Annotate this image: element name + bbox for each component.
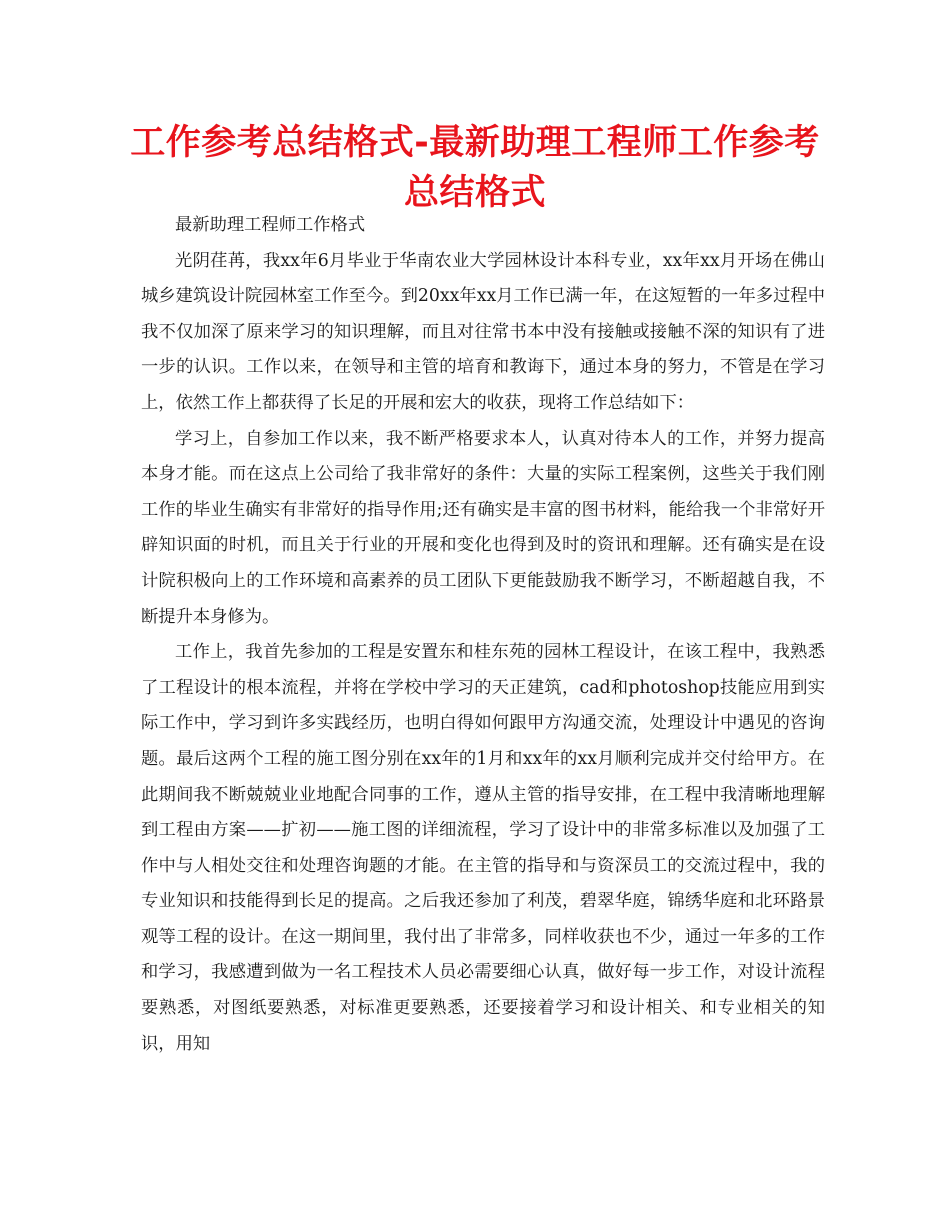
document-body	[141, 208, 825, 1062]
paragraph-intro: 光阴荏苒，我xx年6月毕业于华南农业大学园林设计本科专业，xx年xx月开场在佛山城乡建筑设计院园林室工作至今。到20xx年xx月工作已满一年，在这短暂的一年多过程中我不仅加深了原来学习的知识理解，而且对往常书本中没有接触或接触不深的知识有了进一步的认识。工作以来，在领导和主管的培育和教诲下，通过本身的努力，不管是在学习上，依然工作上都获得了长足的开展和宏大的收获，现将工作总结如下：	[141, 250, 825, 413]
paragraph-subtitle: 最新助理工程师工作格式	[175, 215, 366, 235]
paragraph-study: 学习上，自参加工作以来，我不断严格要求本人，认真对待本人的工作，并努力提高本身才能。而在这点上公司给了我非常好的条件：大量的实际工程案例，这些关于我们刚工作的毕业生确实有非常好的指导作用;还有确实是丰富的图书材料，能给我一个非常好开辟知识面的时机，而且关于行业的开展和变化也得到及时的资讯和理解。还有确实是在设计院积极向上的工作环境和高素养的员工团队下更能鼓励我不断学习，不断超越自我，不断提升本身修为。	[141, 428, 825, 627]
paragraph-work: 工作上，我首先参加的工程是安置东和桂东苑的园林工程设计，在该工程中，我熟悉了工程设计的根本流程，并将在学校中学习的天正建筑，cad和photoshop技能应用到实际工作中，学习到许多实践经历，也明白得如何跟甲方沟通交流，处理设计中遇见的咨询题。最后这两个工程的施工图分别在xx年的1月和xx年的xx月顺利完成并交付给甲方。在此期间我不断兢兢业业地配合同事的工作，遵从主管的指导安排，在工程中我清晰地理解到工程由方案——扩初——施工图的详细流程，学习了设计中的非常多标准以及加强了工作中与人相处交往和处理咨询题的才能。在主管的指导和与资深员工的交流过程中，我的专业知识和技能得到长足的提高。之后我还参加了利茂，碧翠华庭，锦绣华庭和北环路景观等工程的设计。在这一期间里，我付出了非常多，同样收获也不少，通过一年多的工作和学习，我感遭到做为一名工程技术人员必需要细心认真，做好每一步工作，对设计流程要熟悉，对图纸要熟悉，对标准更要熟悉，还要接着学习和设计相关、和专业相关的知识，用知	[141, 642, 825, 1054]
document-title: 工作参考总结格式-最新助理工程师工作参考总结格式	[130, 123, 820, 213]
